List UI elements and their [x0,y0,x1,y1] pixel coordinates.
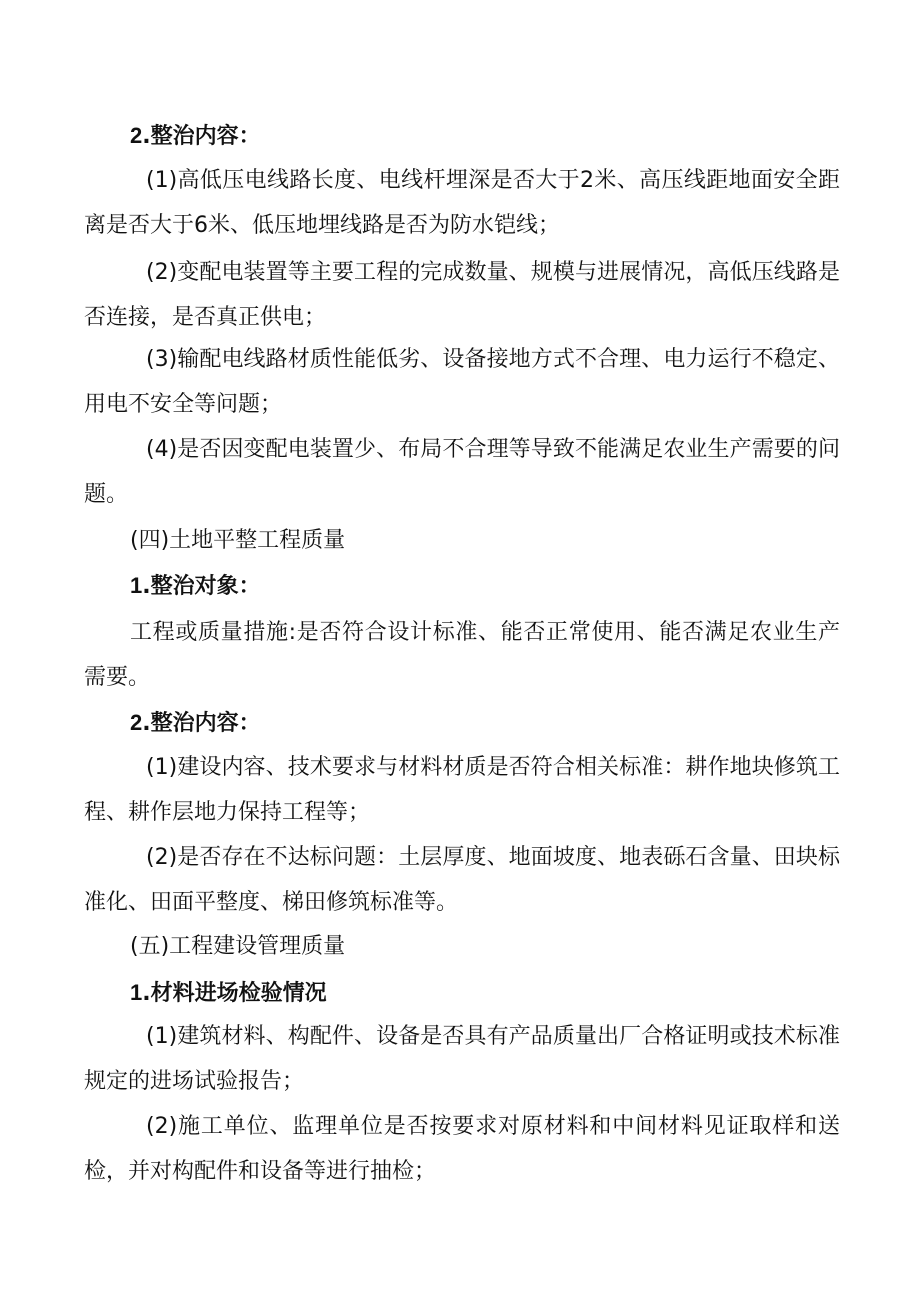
subheading-number: 1 [130,980,143,1005]
paragraph-item-2: (2)变配电装置等主要工程的完成数量、规模与进展情况，高低压线路是否连接，是否真正供电； [84,260,840,330]
subheading-text: .整治内容： [142,711,261,736]
paragraph-item-2-c: (2)施工单位、监理单位是否按要求对原材料和中间材料见证取样和送检，并对构配件和设备等进行抽检； [84,1114,840,1184]
paragraph-item-2-b: (2)是否存在不达标问题：土层厚度、地面坡度、地表砾石含量、田块标准化、田面平整度、梯田修筑标准等。 [84,845,840,915]
subheading-1-material-inspection [130,970,327,1016]
subheading-text: .整治内容： [142,124,261,149]
subheading-number: 1 [130,573,143,598]
subheading-text: .材料进场检验情况 [142,981,327,1006]
paragraph-item-1-b: (1)建设内容、技术要求与材料材质是否符合相关标准：耕作地块修筑工程、耕作层地力保持工程等； [84,755,840,825]
section-heading-construction-management: (五)工程建设管理质量 [130,934,346,959]
subheading-text: .整治对象： [142,574,261,599]
paragraph-object-description: 工程或质量措施:是否符合设计标准、能否正常使用、能否满足农业生产需要。 [84,620,840,690]
paragraph-item-1-c: (1)建筑材料、构配件、设备是否具有产品质量出厂合格证明或技术标准规定的进场试验报告； [84,1024,840,1094]
subheading-number: 2 [130,710,143,735]
paragraph-item-4: (4)是否因变配电装置少、布局不合理等导致不能满足农业生产需要的问题。 [84,437,840,507]
subheading-number: 2 [130,123,143,148]
paragraph-item-1: (1)高低压电线路长度、电线杆埋深是否大于2米、高压线距地面安全距离是否大于6米、低压地埋线路是否为防水铠线； [84,168,840,238]
subheading-2-rectification-content [130,113,261,159]
subheading-1-rectification-object [130,563,261,609]
paragraph-item-3: (3)输配电线路材质性能低劣、设备接地方式不合理、电力运行不稳定、用电不安全等问题； [84,347,840,417]
section-heading-land-leveling: (四)土地平整工程质量 [130,528,346,553]
subheading-2-rectification-content-b [130,700,261,746]
